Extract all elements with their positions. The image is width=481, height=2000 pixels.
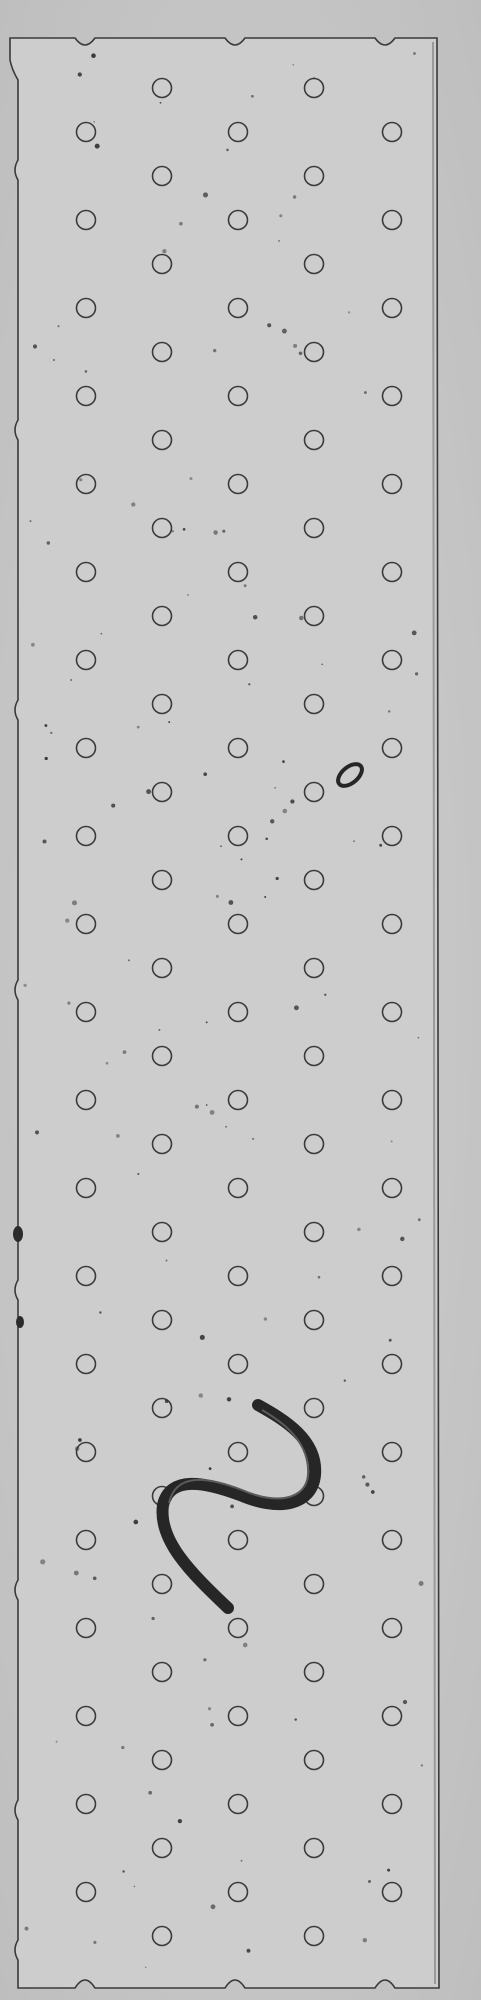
debris-speck (274, 787, 276, 789)
debris-speck (137, 726, 140, 729)
debris-speck (210, 1723, 214, 1727)
debris-speck (388, 710, 391, 713)
debris-speck (67, 1002, 70, 1005)
debris-speck (324, 994, 326, 996)
debris-speck (190, 477, 193, 480)
debris-speck (251, 95, 254, 98)
debris-speck (40, 1559, 45, 1564)
debris-speck (72, 900, 77, 905)
debris-speck (353, 840, 355, 842)
debris-speck (282, 809, 287, 814)
debris-speck (65, 918, 69, 922)
debris-speck (279, 214, 282, 217)
debris-speck (227, 1397, 231, 1401)
debris-speck (248, 683, 250, 685)
debris-speck (357, 1228, 361, 1232)
debris-speck (389, 1339, 392, 1342)
debris-speck (220, 845, 222, 847)
debris-speck (412, 631, 417, 636)
debris-speck (42, 839, 46, 843)
debris-speck (85, 370, 88, 373)
debris-speck (35, 1130, 39, 1134)
debris-speck (45, 757, 48, 760)
debris-speck (213, 530, 217, 534)
debris-speck (206, 1021, 208, 1023)
debris-speck (321, 663, 323, 665)
debris-speck (128, 959, 130, 961)
debris-speck (226, 149, 229, 152)
debris-speck (93, 1941, 96, 1944)
debris-speck (264, 1317, 267, 1320)
debris-speck (391, 1140, 393, 1142)
debris-speck (148, 1791, 152, 1795)
debris-speck (240, 858, 242, 860)
edge-blob (13, 1226, 23, 1242)
debris-speck (265, 837, 268, 840)
debris-speck (282, 760, 285, 763)
debris-speck (299, 351, 303, 355)
debris-speck (25, 1927, 29, 1931)
debris-speck (101, 633, 103, 635)
debris-speck (229, 900, 234, 905)
debris-speck (133, 1520, 138, 1525)
debris-speck (313, 77, 315, 79)
debris-speck (200, 1335, 205, 1340)
debris-speck (419, 1581, 424, 1586)
debris-speck (145, 1966, 147, 1968)
debris-speck (208, 1707, 211, 1710)
debris-speck (278, 240, 280, 242)
debris-speck (294, 1718, 296, 1720)
debris-speck (78, 1438, 82, 1442)
debris-speck (171, 530, 173, 532)
debris-speck (158, 1029, 160, 1031)
debris-speck (29, 520, 31, 522)
debris-speck (131, 502, 135, 506)
debris-speck (267, 323, 271, 327)
debris-speck (203, 1658, 206, 1661)
debris-speck (400, 1237, 404, 1241)
debris-speck (47, 541, 50, 544)
debris-speck (293, 195, 296, 198)
debris-speck (252, 1138, 254, 1140)
debris-speck (276, 877, 279, 880)
debris-speck (91, 53, 96, 58)
debris-speck (216, 895, 219, 898)
debris-speck (282, 329, 287, 334)
debris-speck (93, 1576, 97, 1580)
debris-speck (70, 679, 72, 681)
debris-speck (363, 1938, 367, 1942)
debris-speck (371, 1490, 375, 1494)
debris-speck (79, 478, 82, 481)
debris-speck (168, 721, 170, 723)
debris-speck (264, 896, 266, 898)
debris-speck (183, 528, 186, 531)
debris-speck (23, 984, 26, 987)
debris-speck (247, 1949, 251, 1953)
debris-speck (134, 1886, 136, 1888)
debris-speck (365, 1483, 369, 1487)
debris-speck (78, 72, 82, 76)
debris-speck (93, 121, 95, 123)
debris-speck (151, 1617, 154, 1620)
debris-speck (362, 1475, 366, 1479)
debris-speck (294, 1005, 299, 1010)
debris-speck (225, 1126, 227, 1128)
debris-speck (299, 616, 303, 620)
debris-speck (203, 772, 207, 776)
chamber-outline (10, 38, 439, 1988)
debris-speck (379, 844, 382, 847)
debris-speck (293, 344, 297, 348)
debris-speck (123, 1050, 127, 1054)
debris-speck (413, 52, 416, 55)
debris-speck (162, 249, 166, 253)
debris-speck (74, 1571, 79, 1576)
debris-speck (199, 1393, 203, 1397)
debris-speck (387, 1869, 390, 1872)
debris-speck (418, 1037, 420, 1039)
debris-speck (106, 1062, 109, 1065)
debris-speck (95, 144, 100, 149)
debris-speck (56, 1741, 58, 1743)
debris-speck (160, 102, 162, 104)
debris-speck (368, 1880, 371, 1883)
edge-blob (16, 1316, 24, 1328)
debris-speck (290, 799, 294, 803)
debris-speck (146, 789, 151, 794)
debris-speck (31, 643, 35, 647)
debris-speck (418, 1218, 421, 1221)
debris-speck (33, 344, 37, 348)
debris-speck (179, 222, 182, 225)
debris-speck (213, 349, 216, 352)
debris-speck (241, 1860, 243, 1862)
debris-speck (165, 1399, 169, 1403)
debris-speck (53, 359, 55, 361)
debris-speck (122, 1870, 124, 1872)
debris-speck (137, 1173, 139, 1175)
debris-speck (121, 1746, 124, 1749)
debris-speck (187, 594, 189, 596)
debris-speck (210, 1110, 215, 1115)
debris-speck (244, 584, 247, 587)
debris-speck (50, 732, 52, 734)
debris-speck (44, 724, 47, 727)
debris-speck (253, 615, 258, 620)
debris-speck (166, 1260, 168, 1262)
debris-speck (116, 1134, 120, 1138)
debris-speck (421, 1764, 423, 1766)
debris-speck (364, 391, 367, 394)
debris-speck (75, 1446, 80, 1451)
debris-speck (111, 804, 115, 808)
debris-speck (415, 672, 418, 675)
debris-speck (344, 1379, 346, 1381)
debris-speck (206, 1104, 208, 1106)
debris-speck (203, 192, 208, 197)
debris-speck (318, 1276, 321, 1279)
debris-speck (348, 311, 350, 313)
debris-speck (403, 1700, 407, 1704)
debris-speck (195, 1105, 199, 1109)
debris-speck (270, 819, 274, 823)
debris-speck (209, 1467, 212, 1470)
debris-speck (99, 1311, 101, 1313)
debris-speck (211, 1904, 216, 1909)
debris-speck (292, 64, 294, 66)
debris-speck (222, 530, 225, 533)
debris-speck (57, 325, 59, 327)
debris-speck (230, 1505, 234, 1509)
debris-speck (243, 1643, 248, 1648)
debris-speck (178, 1819, 182, 1823)
